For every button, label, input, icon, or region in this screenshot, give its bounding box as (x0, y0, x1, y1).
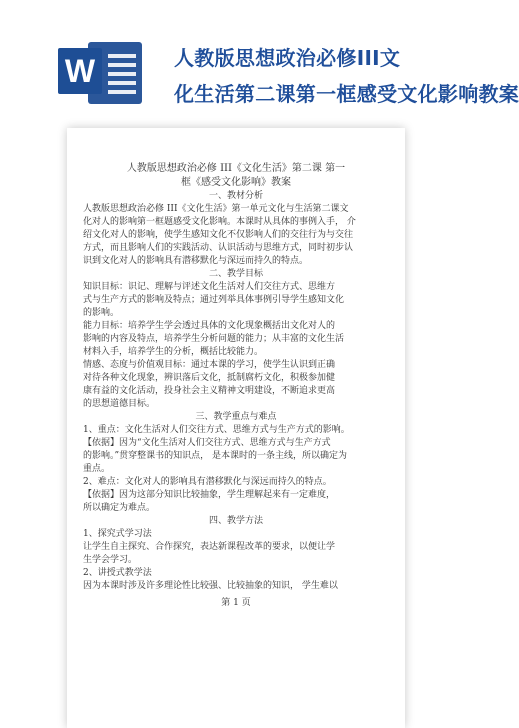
body-line: 让学生自主探究、合作探究，表达新课程改革的要求，以便让学 (83, 542, 336, 552)
body-line: 的影响。 (83, 308, 120, 318)
body-line: 识到文化对人的影响具有潜移默化与深远而持久的特点。 (83, 256, 309, 266)
body-line: 人教版思想政治必修 III《文化生活》第一单元文化与生活第二课文 (83, 204, 349, 214)
document-page (67, 128, 405, 728)
body-line: 知识目标：识记、理解与评述文化生活对人们交往方式、思维方 (83, 282, 336, 292)
body-line: 情感、态度与价值观目标：通过本课的学习，使学生认识到正确 (83, 360, 336, 370)
body-line: 2、难点：文化对人的影响具有潜移默化与深远而持久的特点。 (83, 477, 332, 487)
body-line: 1、探究式学习法 (83, 529, 152, 539)
body-line: 影响的内容及特点，培养学生分析问题的能力；从丰富的文化生活 (83, 334, 345, 344)
body-line: 重点。 (83, 464, 111, 474)
section-heading: 四、教学方法 (208, 516, 263, 526)
body-line: 【依据】因为这部分知识比较抽象，学生理解起来有一定难度， (83, 490, 336, 500)
body-line: 因为本课时涉及许多理论性比较强、比较抽象的知识， 学生难以 (83, 581, 338, 591)
body-line: 【依据】因为“文化生活对人们交往方式、思维方式与生产方式 (83, 438, 331, 448)
document-title-line-2: 化生活第二课第一框感受文化影响教案 (174, 82, 519, 106)
section-heading: 三、教学重点与难点 (195, 412, 277, 422)
document-title-line-1: 人教版思想政治必修III文 (174, 46, 401, 70)
section-heading: 一、教材分析 (208, 191, 263, 201)
body-line: 所以确定为难点。 (83, 503, 156, 513)
section-heading: 二、教学目标 (208, 269, 263, 279)
body-line: 1、重点：文化生活对人们交往方式、思维方式与生产方式的影响。 (83, 425, 350, 435)
doc-heading-line-1: 人教版思想政治必修 III《文化生活》第二课 第一 (126, 163, 346, 174)
document-title (174, 40, 519, 112)
page-header (0, 0, 519, 118)
body-line: 生学会学习。 (83, 555, 138, 565)
body-line: 2、讲授式教学法 (83, 568, 152, 578)
body-line: 化对人的影响第一框题感受文化影响。本课时从具体的事例入手， 介 (83, 217, 356, 227)
body-line: 能力目标：培养学生学会透过具体的文化现象概括出文化对人的 (83, 321, 336, 331)
doc-heading-line-2: 框《感受文化影响》教案 (181, 177, 291, 188)
body-line: 材料入手，培养学生的分析，概括比较能力。 (83, 347, 264, 357)
word-icon-letter: W (58, 48, 102, 94)
body-line: 的影响。”贯穿整课书的知识点， 是本课时的一条主线，所以确定为 (83, 451, 347, 461)
document-body (83, 162, 389, 610)
body-line: 的思想道德目标。 (83, 399, 156, 409)
body-line: 方式，而且影响人们的实践活动、认识活动与思维方式，同时初步认 (83, 243, 354, 253)
body-line: 式与生产方式的影响及特点；通过列举具体事例引导学生感知文化 (83, 295, 345, 305)
word-document-icon (58, 38, 144, 108)
page-number: 第 1 页 (221, 598, 251, 608)
body-line: 康有益的文化活动，投身社会主义精神文明建设，不断追求更高 (83, 386, 336, 396)
body-line: 对待各种文化现象，辨识落后文化，抵制腐朽文化，积极参加健 (83, 373, 336, 383)
body-line: 绍文化对人的影响，使学生感知文化不仅影响人们的交往行为与交往 (83, 230, 354, 240)
